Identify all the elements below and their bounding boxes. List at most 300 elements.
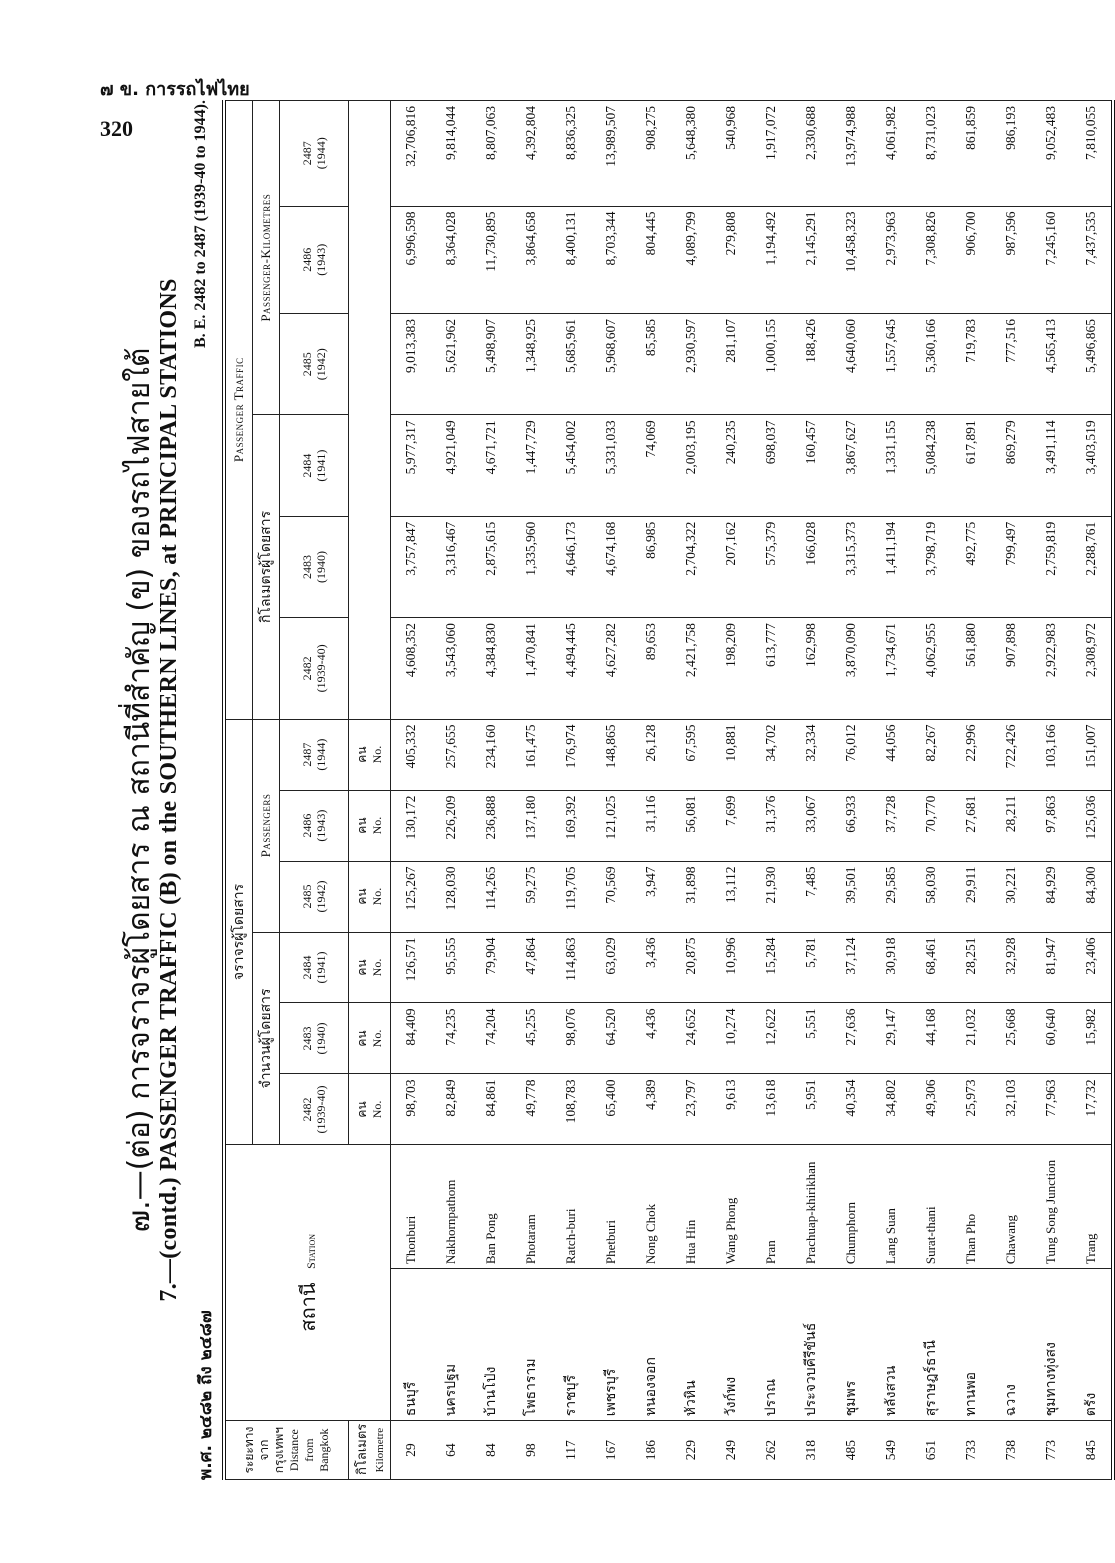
pkm-cell: 869,279 xyxy=(991,415,1031,516)
unit-english: No. xyxy=(369,1029,384,1048)
unit-thai: คน xyxy=(355,1030,370,1047)
station-english-cell: Ratch-buri xyxy=(551,1145,591,1269)
pkm-cell: 3,867,627 xyxy=(831,415,871,516)
distance-cell: 29 xyxy=(391,1421,432,1480)
period-row xyxy=(192,100,222,1480)
passengers-cell: 34,802 xyxy=(871,1074,911,1145)
passengers-cell: 10,274 xyxy=(711,1003,751,1074)
passengers-cell: 10,881 xyxy=(711,719,751,790)
pkm-cell: 804,445 xyxy=(631,206,671,313)
unit-header xyxy=(349,1074,391,1145)
passengers-cell: 32,103 xyxy=(991,1074,1031,1145)
distance-cell: 733 xyxy=(951,1421,991,1480)
station-english-cell: Nong Chok xyxy=(631,1145,671,1269)
passengers-cell: 56,081 xyxy=(671,790,711,861)
station-thai-cell: ชุมพร xyxy=(831,1269,871,1421)
passengers-cell: 29,147 xyxy=(871,1003,911,1074)
station-thai-cell: เพชรบุรี xyxy=(591,1269,631,1421)
rotated-table-area xyxy=(100,100,1099,1480)
pkm-cell: 2,704,322 xyxy=(671,516,711,617)
year-be: 2482 xyxy=(299,656,314,681)
passengers-year-header xyxy=(280,719,349,790)
passengers-cell: 169,392 xyxy=(551,790,591,861)
station-thai-cell: หัวหิน xyxy=(671,1269,711,1421)
station-thai-cell: วังก์พง xyxy=(711,1269,751,1421)
pkm-cell: 4,608,352 xyxy=(391,618,432,719)
pkm-year-header xyxy=(280,206,349,313)
passengers-cell: 25,973 xyxy=(951,1074,991,1145)
pkm-cell: 5,331,033 xyxy=(591,415,631,516)
passengers-cell: 68,461 xyxy=(911,932,951,1003)
title-english: 7.—(contd.) PASSENGER TRAFFIC (B) on the SOUTHERN LINES, at PRINCIPAL STATIONS xyxy=(156,278,182,1302)
pkm-cell: 4,921,049 xyxy=(431,415,471,516)
year-be: 2482 xyxy=(299,1097,314,1122)
pkm-cell: 1,331,155 xyxy=(871,415,911,516)
pkm-cell: 5,685,961 xyxy=(551,313,591,414)
passengers-cell: 30,221 xyxy=(991,861,1031,932)
pkm-cell: 74,069 xyxy=(631,415,671,516)
passengers-cell: 31,116 xyxy=(631,790,671,861)
station-thai-cell: หลังสวน xyxy=(871,1269,911,1421)
pkm-cell: 2,003,195 xyxy=(671,415,711,516)
pkm-cell: 561,880 xyxy=(951,618,991,719)
table-row xyxy=(591,101,631,1480)
passengers-cell: 32,334 xyxy=(791,719,831,790)
pkm-cell: 2,922,983 xyxy=(1031,618,1071,719)
passengers-cell: 81,947 xyxy=(1031,932,1071,1003)
passengers-cell: 31,376 xyxy=(751,790,791,861)
distance-cell: 229 xyxy=(671,1421,711,1480)
pkm-cell: 7,810,055 xyxy=(1071,101,1113,207)
passengers-cell: 59,275 xyxy=(511,861,551,932)
passengers-cell: 82,267 xyxy=(911,719,951,790)
unit-thai: คน xyxy=(355,1101,370,1118)
table-row xyxy=(751,101,791,1480)
passengers-cell: 23,797 xyxy=(671,1074,711,1145)
station-english-cell: Prachuap-khirikhan xyxy=(791,1145,831,1269)
passengers-cell: 130,172 xyxy=(391,790,432,861)
pkm-cell: 5,496,865 xyxy=(1071,313,1113,414)
pkm-cell: 279,808 xyxy=(711,206,751,313)
pkm-cell: 8,400,131 xyxy=(551,206,591,313)
passengers-cell: 33,067 xyxy=(791,790,831,861)
pkm-cell: 2,875,615 xyxy=(471,516,511,617)
passengers-header-english: Passengers xyxy=(253,719,280,932)
distance-cell: 651 xyxy=(911,1421,951,1480)
passengers-cell: 125,267 xyxy=(391,861,432,932)
pkm-cell: 9,052,483 xyxy=(1031,101,1071,207)
distance-cell: 262 xyxy=(751,1421,791,1480)
distance-header-english: Distance from Bangkok xyxy=(287,1428,331,1472)
station-header xyxy=(224,1145,391,1421)
pkm-cell: 1,194,492 xyxy=(751,206,791,313)
table-row xyxy=(551,101,591,1480)
pkm-cell: 799,497 xyxy=(991,516,1031,617)
pkm-cell: 575,379 xyxy=(751,516,791,617)
year-ce: (1944) xyxy=(314,137,328,170)
pkm-cell: 3,403,519 xyxy=(1071,415,1113,516)
pkm-cell: 4,392,804 xyxy=(511,101,551,207)
pkm-cell: 4,089,799 xyxy=(671,206,711,313)
distance-cell: 117 xyxy=(551,1421,591,1480)
period-english: B. E. 2482 to 2487 (1939-40 to 1944). xyxy=(192,100,209,348)
distance-header xyxy=(224,1421,349,1480)
pkm-cell: 89,653 xyxy=(631,618,671,719)
passengers-cell: 114,863 xyxy=(551,932,591,1003)
pkm-cell: 4,627,282 xyxy=(591,618,631,719)
station-english-cell: Lang Suan xyxy=(871,1145,911,1269)
pkm-cell: 3,491,114 xyxy=(1031,415,1071,516)
station-thai-cell: ปราณ xyxy=(751,1269,791,1421)
station-thai-cell: ตรัง xyxy=(1071,1269,1113,1421)
passengers-cell: 108,783 xyxy=(551,1074,591,1145)
pkm-cell: 4,494,445 xyxy=(551,618,591,719)
pkm-cell: 4,646,173 xyxy=(551,516,591,617)
passengers-cell: 58,030 xyxy=(911,861,951,932)
pkm-cell: 3,757,847 xyxy=(391,516,432,617)
pkm-cell: 1,734,671 xyxy=(871,618,911,719)
passengers-cell: 40,354 xyxy=(831,1074,871,1145)
passengers-cell: 5,551 xyxy=(791,1003,831,1074)
passengers-cell: 65,400 xyxy=(591,1074,631,1145)
unit-header xyxy=(349,932,391,1003)
station-thai-cell: ฉวาง xyxy=(991,1269,1031,1421)
passengers-cell: 44,168 xyxy=(911,1003,951,1074)
station-header-thai: สถานี xyxy=(296,1282,320,1332)
pkm-cell: 6,996,598 xyxy=(391,206,432,313)
unit-thai: คน xyxy=(355,817,370,834)
pkm-cell: 986,193 xyxy=(991,101,1031,207)
pkm-cell: 10,458,323 xyxy=(831,206,871,313)
passengers-cell: 20,875 xyxy=(671,932,711,1003)
year-ce: (1942) xyxy=(314,880,328,913)
pkm-cell: 2,288,761 xyxy=(1071,516,1113,617)
station-thai-cell: โพธาราม xyxy=(511,1269,551,1421)
passengers-cell: 13,112 xyxy=(711,861,751,932)
passengers-cell: 5,781 xyxy=(791,932,831,1003)
passengers-cell: 21,032 xyxy=(951,1003,991,1074)
passengers-cell: 77,963 xyxy=(1031,1074,1071,1145)
year-be: 2484 xyxy=(299,955,314,980)
distance-header-thai: ระยะทาง จาก กรุงเทพฯ xyxy=(242,1426,286,1474)
pkm-cell: 7,308,826 xyxy=(911,206,951,313)
passengers-cell: 4,389 xyxy=(631,1074,671,1145)
passengers-cell: 12,622 xyxy=(751,1003,791,1074)
pkm-cell: 198,209 xyxy=(711,618,751,719)
km-header-thai: กิโลเมตร xyxy=(355,1423,370,1475)
passengers-cell: 29,585 xyxy=(871,861,911,932)
passengers-cell: 27,681 xyxy=(951,790,991,861)
passengers-cell: 26,128 xyxy=(631,719,671,790)
pkm-cell: 4,640,060 xyxy=(831,313,871,414)
passengers-cell: 64,520 xyxy=(591,1003,631,1074)
pkm-cell: 4,062,955 xyxy=(911,618,951,719)
unit-header xyxy=(349,861,391,932)
passengers-cell: 84,409 xyxy=(391,1003,432,1074)
pkm-cell: 907,898 xyxy=(991,618,1031,719)
station-english-cell: Pran xyxy=(751,1145,791,1269)
passengers-cell: 4,436 xyxy=(631,1003,671,1074)
station-english-cell: Photaram xyxy=(511,1145,551,1269)
pkm-cell: 281,107 xyxy=(711,313,751,414)
passengers-cell: 21,930 xyxy=(751,861,791,932)
station-thai-cell: ธนบุรี xyxy=(391,1269,432,1421)
year-ce: (1941) xyxy=(314,951,328,984)
pkm-cell: 5,498,907 xyxy=(471,313,511,414)
year-be: 2487 xyxy=(299,742,314,767)
passengers-cell: 226,209 xyxy=(431,790,471,861)
passengers-cell: 405,332 xyxy=(391,719,432,790)
unit-header xyxy=(349,1003,391,1074)
table-body xyxy=(391,101,1114,1480)
passengers-cell: 70,569 xyxy=(591,861,631,932)
table-row xyxy=(391,101,432,1480)
passengers-cell: 29,911 xyxy=(951,861,991,932)
passengers-cell: 39,501 xyxy=(831,861,871,932)
table-row xyxy=(1071,101,1113,1480)
pkm-cell: 5,648,380 xyxy=(671,101,711,207)
year-be: 2486 xyxy=(299,813,314,838)
year-be: 2483 xyxy=(299,554,314,579)
passengers-cell: 76,012 xyxy=(831,719,871,790)
station-english-cell: Chawang xyxy=(991,1145,1031,1269)
station-english-cell: Wang Phong xyxy=(711,1145,751,1269)
passengers-cell: 34,702 xyxy=(751,719,791,790)
pkm-cell: 1,557,645 xyxy=(871,313,911,414)
station-english-cell: Than Pho xyxy=(951,1145,991,1269)
section-label: ๗ ข. การรถไฟไทย xyxy=(100,79,250,100)
passengers-cell: 47,864 xyxy=(511,932,551,1003)
passengers-cell: 128,030 xyxy=(431,861,471,932)
passenger-traffic-header-english: Passenger Traffic xyxy=(224,101,253,720)
pkm-cell: 4,671,721 xyxy=(471,415,511,516)
passengers-cell: 84,300 xyxy=(1071,861,1113,932)
pkm-cell: 1,348,925 xyxy=(511,313,551,414)
pkm-cell: 3,798,719 xyxy=(911,516,951,617)
pkm-cell: 11,730,895 xyxy=(471,206,511,313)
pkm-cell: 13,989,507 xyxy=(591,101,631,207)
year-ce: (1942) xyxy=(314,348,328,381)
distance-cell: 485 xyxy=(831,1421,871,1480)
pkm-cell: 861,859 xyxy=(951,101,991,207)
distance-cell: 845 xyxy=(1071,1421,1113,1480)
pkm-cell: 1,917,072 xyxy=(751,101,791,207)
pkm-cell: 162,998 xyxy=(791,618,831,719)
passengers-cell: 722,426 xyxy=(991,719,1031,790)
passenger-traffic-table xyxy=(222,100,1115,1480)
year-be: 2487 xyxy=(299,141,314,166)
year-ce: (1940) xyxy=(314,550,328,583)
passengers-cell: 137,180 xyxy=(511,790,551,861)
passengers-cell: 7,485 xyxy=(791,861,831,932)
station-thai-cell: บ้านโป่ง xyxy=(471,1269,511,1421)
unit-english: No. xyxy=(369,958,384,977)
pkm-cell: 3,870,090 xyxy=(831,618,871,719)
unit-english: No. xyxy=(369,1100,384,1119)
distance-cell: 249 xyxy=(711,1421,751,1480)
pkm-cell: 240,235 xyxy=(711,415,751,516)
distance-cell: 549 xyxy=(871,1421,911,1480)
passenger-traffic-header-thai: จราจรผู้โดยสาร xyxy=(224,719,253,1145)
station-english-cell: Thonburi xyxy=(391,1145,432,1269)
pkm-cell: 2,308,972 xyxy=(1071,618,1113,719)
passengers-cell: 151,007 xyxy=(1071,719,1113,790)
pkm-cell: 9,013,383 xyxy=(391,313,432,414)
pkm-cell: 698,037 xyxy=(751,415,791,516)
pkm-cell: 7,245,160 xyxy=(1031,206,1071,313)
pkm-cell: 4,061,982 xyxy=(871,101,911,207)
pkm-header-english: Passenger-Kilometres xyxy=(253,101,280,415)
pkm-cell: 32,706,816 xyxy=(391,101,432,207)
pkm-cell: 617,891 xyxy=(951,415,991,516)
passengers-year-header xyxy=(280,932,349,1003)
passengers-cell: 9,613 xyxy=(711,1074,751,1145)
distance-cell: 318 xyxy=(791,1421,831,1480)
pkm-cell: 8,703,344 xyxy=(591,206,631,313)
station-thai-cell: ประจวบคีรีขันธ์ xyxy=(791,1269,831,1421)
pkm-cell: 719,783 xyxy=(951,313,991,414)
pkm-year-header xyxy=(280,618,349,719)
unit-thai: คน xyxy=(355,959,370,976)
pkm-cell: 1,335,960 xyxy=(511,516,551,617)
passengers-cell: 82,849 xyxy=(431,1074,471,1145)
station-english-cell: Surat-thani xyxy=(911,1145,951,1269)
passengers-cell: 60,640 xyxy=(1031,1003,1071,1074)
passengers-cell: 15,284 xyxy=(751,932,791,1003)
pkm-cell: 777,516 xyxy=(991,313,1031,414)
passengers-cell: 3,947 xyxy=(631,861,671,932)
pkm-cell: 3,864,658 xyxy=(511,206,551,313)
distance-cell: 98 xyxy=(511,1421,551,1480)
pkm-cell: 5,977,317 xyxy=(391,415,432,516)
period-thai: พ.ศ. ๒๔๘๒ ถึง ๒๔๘๗ xyxy=(196,1310,216,1480)
pkm-cell: 2,330,688 xyxy=(791,101,831,207)
station-english-cell: Hua Hin xyxy=(671,1145,711,1269)
table-row xyxy=(1031,101,1071,1480)
distance-cell: 167 xyxy=(591,1421,631,1480)
passengers-cell: 27,636 xyxy=(831,1003,871,1074)
year-ce: (1943) xyxy=(314,809,328,842)
passengers-cell: 79,904 xyxy=(471,932,511,1003)
passengers-cell: 98,076 xyxy=(551,1003,591,1074)
passengers-cell: 30,918 xyxy=(871,932,911,1003)
pkm-cell: 5,968,607 xyxy=(591,313,631,414)
distance-cell: 738 xyxy=(991,1421,1031,1480)
pkm-cell: 3,543,060 xyxy=(431,618,471,719)
pkm-cell: 188,426 xyxy=(791,313,831,414)
table-row xyxy=(951,101,991,1480)
passengers-cell: 74,235 xyxy=(431,1003,471,1074)
pkm-cell: 8,836,325 xyxy=(551,101,591,207)
station-header-english: Station xyxy=(304,1234,318,1269)
station-english-cell: Nakhornpathom xyxy=(431,1145,471,1269)
pkm-cell: 5,084,238 xyxy=(911,415,951,516)
passengers-cell: 49,306 xyxy=(911,1074,951,1145)
pkm-cell: 8,731,023 xyxy=(911,101,951,207)
passengers-cell: 25,668 xyxy=(991,1003,1031,1074)
pkm-cell: 2,759,819 xyxy=(1031,516,1071,617)
table-row xyxy=(791,101,831,1480)
passengers-cell: 23,406 xyxy=(1071,932,1113,1003)
passengers-cell: 236,888 xyxy=(471,790,511,861)
table-row xyxy=(671,101,711,1480)
passengers-cell: 95,555 xyxy=(431,932,471,1003)
unit-header xyxy=(349,719,391,790)
pkm-cell: 207,162 xyxy=(711,516,751,617)
pkm-cell: 9,814,044 xyxy=(431,101,471,207)
passengers-cell: 22,996 xyxy=(951,719,991,790)
passengers-cell: 119,705 xyxy=(551,861,591,932)
distance-cell: 186 xyxy=(631,1421,671,1480)
pkm-year-header xyxy=(280,101,349,207)
passengers-cell: 67,595 xyxy=(671,719,711,790)
table-row xyxy=(911,101,951,1480)
table-row xyxy=(871,101,911,1480)
year-be: 2486 xyxy=(299,247,314,272)
pkm-cell: 8,807,063 xyxy=(471,101,511,207)
unit-english: No. xyxy=(369,816,384,835)
pkm-cell: 2,145,291 xyxy=(791,206,831,313)
pkm-cell: 1,411,194 xyxy=(871,516,911,617)
year-be: 2485 xyxy=(299,352,314,377)
passengers-cell: 24,652 xyxy=(671,1003,711,1074)
pkm-cell: 13,974,988 xyxy=(831,101,871,207)
passengers-cell: 84,929 xyxy=(1031,861,1071,932)
passengers-cell: 32,928 xyxy=(991,932,1031,1003)
station-english-cell: Ban Pong xyxy=(471,1145,511,1269)
pkm-cell: 1,447,729 xyxy=(511,415,551,516)
year-ce: (1944) xyxy=(314,738,328,771)
station-english-cell: Chumphorn xyxy=(831,1145,871,1269)
year-be: 2485 xyxy=(299,884,314,909)
pkm-cell: 908,275 xyxy=(631,101,671,207)
passengers-cell: 98,703 xyxy=(391,1074,432,1145)
passengers-cell: 37,124 xyxy=(831,932,871,1003)
passengers-cell: 45,255 xyxy=(511,1003,551,1074)
passengers-year-header xyxy=(280,861,349,932)
page-number: 320 xyxy=(100,116,133,141)
pkm-cell: 987,596 xyxy=(991,206,1031,313)
pkm-cell: 86,985 xyxy=(631,516,671,617)
passengers-cell: 70,770 xyxy=(911,790,951,861)
passengers-header-thai: จำนวนผู้โดยสาร xyxy=(253,932,280,1145)
pkm-year-header xyxy=(280,313,349,414)
km-header xyxy=(349,1421,391,1480)
passengers-year-header xyxy=(280,790,349,861)
table-row xyxy=(431,101,471,1480)
passengers-cell: 161,475 xyxy=(511,719,551,790)
station-thai-cell: ทานพอ xyxy=(951,1269,991,1421)
pkm-cell: 3,316,467 xyxy=(431,516,471,617)
pkm-cell: 492,775 xyxy=(951,516,991,617)
passengers-cell: 28,251 xyxy=(951,932,991,1003)
passengers-cell: 97,863 xyxy=(1031,790,1071,861)
passengers-cell: 31,898 xyxy=(671,861,711,932)
pkm-cell: 613,777 xyxy=(751,618,791,719)
passengers-cell: 114,265 xyxy=(471,861,511,932)
passengers-cell: 126,571 xyxy=(391,932,432,1003)
station-english-cell: Trang xyxy=(1071,1145,1113,1269)
passengers-cell: 17,732 xyxy=(1071,1074,1113,1145)
year-be: 2483 xyxy=(299,1026,314,1051)
pkm-cell: 8,364,028 xyxy=(431,206,471,313)
station-thai-cell: ราชบุรี xyxy=(551,1269,591,1421)
station-english-cell: Tung Song Junction xyxy=(1031,1145,1071,1269)
pkm-cell: 2,930,597 xyxy=(671,313,711,414)
passengers-year-header xyxy=(280,1074,349,1145)
passengers-cell: 10,996 xyxy=(711,932,751,1003)
pkm-cell: 4,565,413 xyxy=(1031,313,1071,414)
